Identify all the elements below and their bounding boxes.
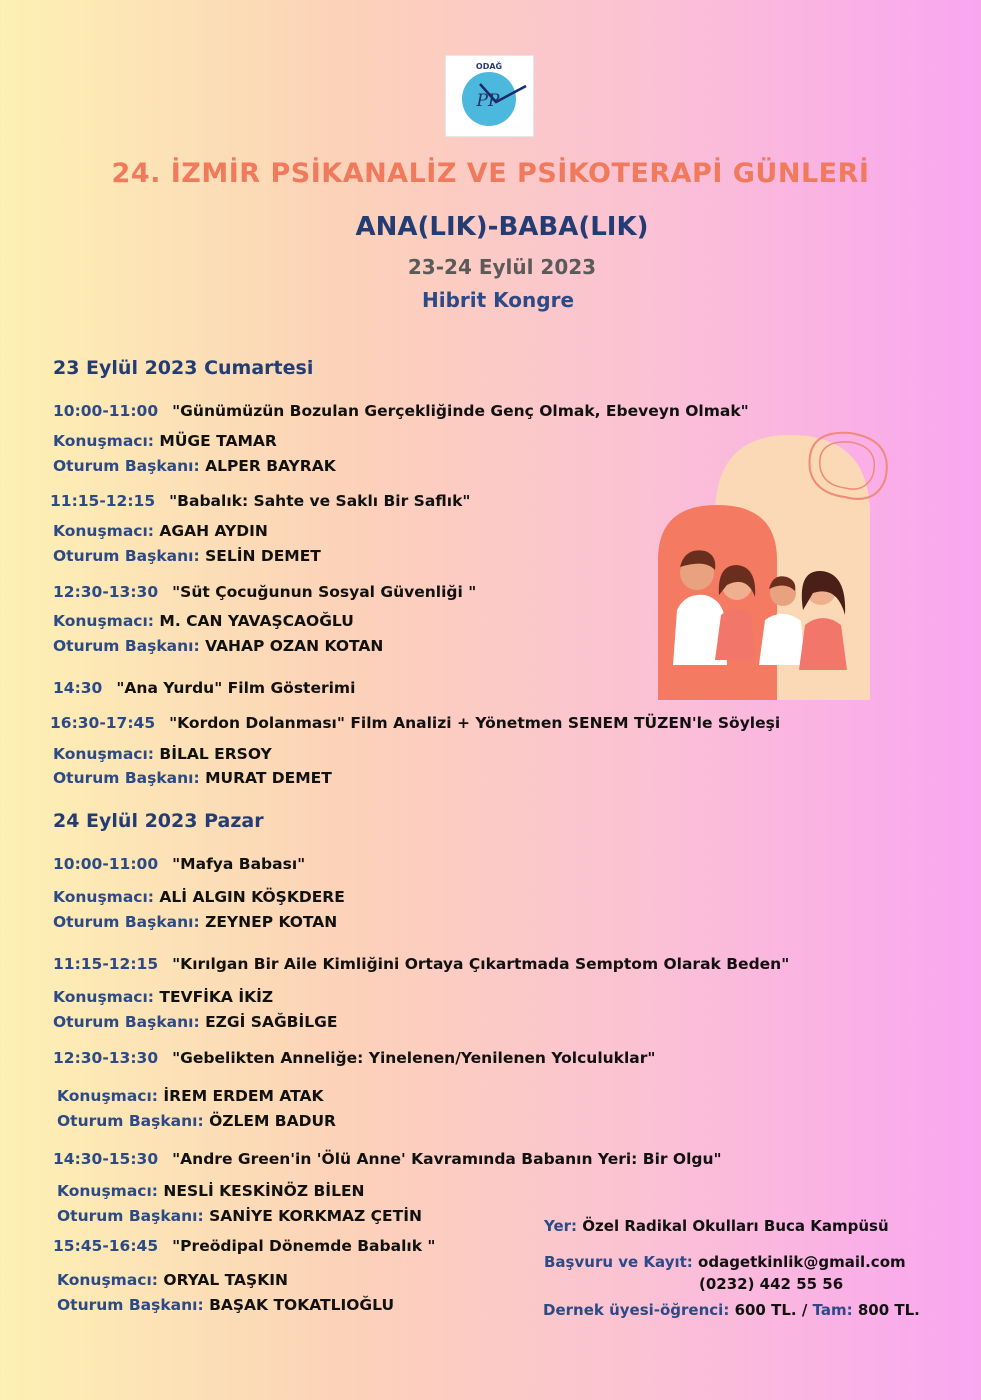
session-title-line bbox=[53, 1150, 722, 1168]
registration-phone[interactable]: (0232) 442 55 56 bbox=[699, 1275, 844, 1293]
speaker-label: Konuşmacı: bbox=[53, 988, 154, 1006]
speaker-name: İREM ERDEM ATAK bbox=[163, 1087, 324, 1105]
speaker-line bbox=[57, 1087, 324, 1105]
chair-label: Oturum Başkanı: bbox=[57, 1296, 204, 1314]
chair-name: EZGİ SAĞBİLGE bbox=[205, 1013, 338, 1031]
chair-label: Oturum Başkanı: bbox=[53, 1013, 200, 1031]
session-time: 12:30-13:30 bbox=[53, 583, 159, 601]
speaker-name: BİLAL ERSOY bbox=[159, 745, 272, 763]
chair-name: ALPER BAYRAK bbox=[205, 457, 336, 475]
chair-name: SELİN DEMET bbox=[205, 547, 321, 565]
session-time: 11:15-12:15 bbox=[50, 492, 156, 510]
session-title: "Ana Yurdu" Film Gösterimi bbox=[116, 679, 356, 697]
session-title-line bbox=[53, 855, 305, 873]
chair-line bbox=[57, 1207, 422, 1225]
session-time: 16:30-17:45 bbox=[50, 714, 156, 732]
chair-label: Oturum Başkanı: bbox=[53, 913, 200, 931]
session-time: 12:30-13:30 bbox=[53, 1049, 159, 1067]
speaker-name: ALİ ALGIN KÖŞKDERE bbox=[159, 888, 345, 906]
mother-body bbox=[715, 609, 755, 660]
fee-full-label: Tam: bbox=[812, 1301, 853, 1319]
speaker-line bbox=[53, 745, 272, 763]
session-title: "Gebelikten Anneliğe: Yinelenen/Yenilenen Yolculuklar" bbox=[172, 1049, 656, 1067]
registration-label: Başvuru ve Kayıt: bbox=[544, 1253, 693, 1271]
venue-line bbox=[544, 1217, 889, 1235]
session-title-line bbox=[53, 1237, 435, 1255]
chair-name: SANİYE KORKMAZ ÇETİN bbox=[209, 1207, 422, 1225]
chair-line bbox=[53, 457, 336, 475]
logo-text: ODAĞ bbox=[475, 62, 503, 71]
fee-full: 800 TL. bbox=[857, 1301, 920, 1319]
boy-body bbox=[759, 614, 805, 665]
chair-name: ZEYNEP KOTAN bbox=[205, 913, 338, 931]
chair-line bbox=[53, 1013, 337, 1031]
chair-label: Oturum Başkanı: bbox=[53, 457, 200, 475]
chair-name: MURAT DEMET bbox=[205, 769, 332, 787]
session-title-line bbox=[53, 402, 749, 420]
chair-name: VAHAP OZAN KOTAN bbox=[205, 637, 384, 655]
session-title-line bbox=[53, 1049, 655, 1067]
session-time: 10:00-11:00 bbox=[53, 402, 159, 420]
session-title-line bbox=[50, 714, 780, 732]
fee-separator: / bbox=[801, 1301, 808, 1319]
chair-line bbox=[53, 769, 332, 787]
speaker-label: Konuşmacı: bbox=[53, 745, 154, 763]
session-time: 14:30 bbox=[53, 679, 103, 697]
chair-label: Oturum Başkanı: bbox=[53, 547, 200, 565]
session-title-line bbox=[53, 679, 355, 697]
speaker-name: AGAH AYDIN bbox=[159, 522, 268, 540]
speaker-line bbox=[57, 1271, 288, 1289]
speaker-label: Konuşmacı: bbox=[57, 1087, 158, 1105]
girl-body bbox=[799, 618, 847, 670]
session-title-line bbox=[53, 955, 789, 973]
logo-letters: PP bbox=[476, 91, 500, 111]
session-title-line bbox=[50, 492, 470, 510]
fee-member-label: Dernek üyesi-öğrenci: bbox=[543, 1301, 730, 1319]
day1-heading: 23 Eylül 2023 Cumartesi bbox=[53, 357, 314, 379]
speaker-name: TEVFİKA İKİZ bbox=[159, 988, 274, 1006]
event-subtitle: ANA(LIK)-BABA(LIK) bbox=[355, 212, 649, 242]
session-time: 11:15-12:15 bbox=[53, 955, 159, 973]
chair-name: ÖZLEM BADUR bbox=[209, 1112, 336, 1130]
chair-label: Oturum Başkanı: bbox=[53, 637, 200, 655]
session-time: 14:30-15:30 bbox=[53, 1150, 159, 1168]
session-title: "Mafya Babası" bbox=[172, 855, 306, 873]
chair-label: Oturum Başkanı: bbox=[57, 1112, 204, 1130]
fee-line bbox=[543, 1301, 920, 1319]
chair-line bbox=[57, 1112, 336, 1130]
chair-name: BAŞAK TOKATLIOĞLU bbox=[209, 1296, 395, 1314]
speaker-name: NESLİ KESKİNÖZ BİLEN bbox=[163, 1182, 365, 1200]
chair-label: Oturum Başkanı: bbox=[53, 769, 200, 787]
session-title: "Preödipal Dönemde Babalık " bbox=[172, 1237, 436, 1255]
odag-logo bbox=[445, 55, 534, 137]
speaker-line bbox=[53, 988, 273, 1006]
session-time: 10:00-11:00 bbox=[53, 855, 159, 873]
venue-name: Özel Radikal Okulları Buca Kampüsü bbox=[582, 1217, 889, 1235]
session-title: "Kırılgan Bir Aile Kimliğini Ortaya Çıkartmada Semptom Olarak Beden" bbox=[172, 955, 790, 973]
speaker-label: Konuşmacı: bbox=[57, 1271, 158, 1289]
speaker-line bbox=[53, 612, 354, 630]
speaker-line bbox=[53, 432, 277, 450]
session-title: "Süt Çocuğunun Sosyal Güvenliği " bbox=[172, 583, 477, 601]
speaker-name: M. CAN YAVAŞCAOĞLU bbox=[159, 612, 354, 630]
fee-member: 600 TL. bbox=[734, 1301, 797, 1319]
registration-line bbox=[544, 1253, 906, 1271]
speaker-name: MÜGE TAMAR bbox=[159, 432, 277, 450]
registration-email[interactable]: odagetkinlik@gmail.com bbox=[698, 1253, 906, 1271]
chair-line bbox=[53, 913, 337, 931]
day2-heading: 24 Eylül 2023 Pazar bbox=[53, 810, 264, 832]
event-format: Hibrit Kongre bbox=[421, 288, 575, 312]
session-time: 15:45-16:45 bbox=[53, 1237, 159, 1255]
chair-line bbox=[53, 547, 321, 565]
session-title-line bbox=[53, 583, 476, 601]
speaker-line bbox=[57, 1182, 365, 1200]
session-title: "Günümüzün Bozulan Gerçekliğinde Genç Olmak, Ebeveyn Olmak" bbox=[172, 402, 749, 420]
speaker-line bbox=[53, 522, 268, 540]
chair-label: Oturum Başkanı: bbox=[57, 1207, 204, 1225]
speaker-name: ORYAL TAŞKIN bbox=[163, 1271, 288, 1289]
speaker-label: Konuşmacı: bbox=[53, 888, 154, 906]
event-dates: 23-24 Eylül 2023 bbox=[407, 255, 597, 279]
speaker-label: Konuşmacı: bbox=[53, 522, 154, 540]
venue-label: Yer: bbox=[544, 1217, 578, 1235]
speaker-label: Konuşmacı: bbox=[53, 432, 154, 450]
chair-line bbox=[53, 637, 383, 655]
chair-line bbox=[57, 1296, 394, 1314]
event-title: 24. İZMİR PSİKANALİZ VE PSİKOTERAPİ GÜNLERİ bbox=[111, 158, 870, 189]
speaker-label: Konuşmacı: bbox=[57, 1182, 158, 1200]
session-title: "Kordon Dolanması" Film Analizi + Yönetmen SENEM TÜZEN'le Söyleşi bbox=[169, 714, 781, 732]
speaker-label: Konuşmacı: bbox=[53, 612, 154, 630]
family-illustration bbox=[655, 425, 895, 700]
session-title: "Andre Green'in 'Ölü Anne' Kavramında Babanın Yeri: Bir Olgu" bbox=[172, 1150, 722, 1168]
speaker-line bbox=[53, 888, 345, 906]
session-title: "Babalık: Sahte ve Saklı Bir Saflık" bbox=[169, 492, 471, 510]
logo-graphic bbox=[446, 56, 533, 136]
